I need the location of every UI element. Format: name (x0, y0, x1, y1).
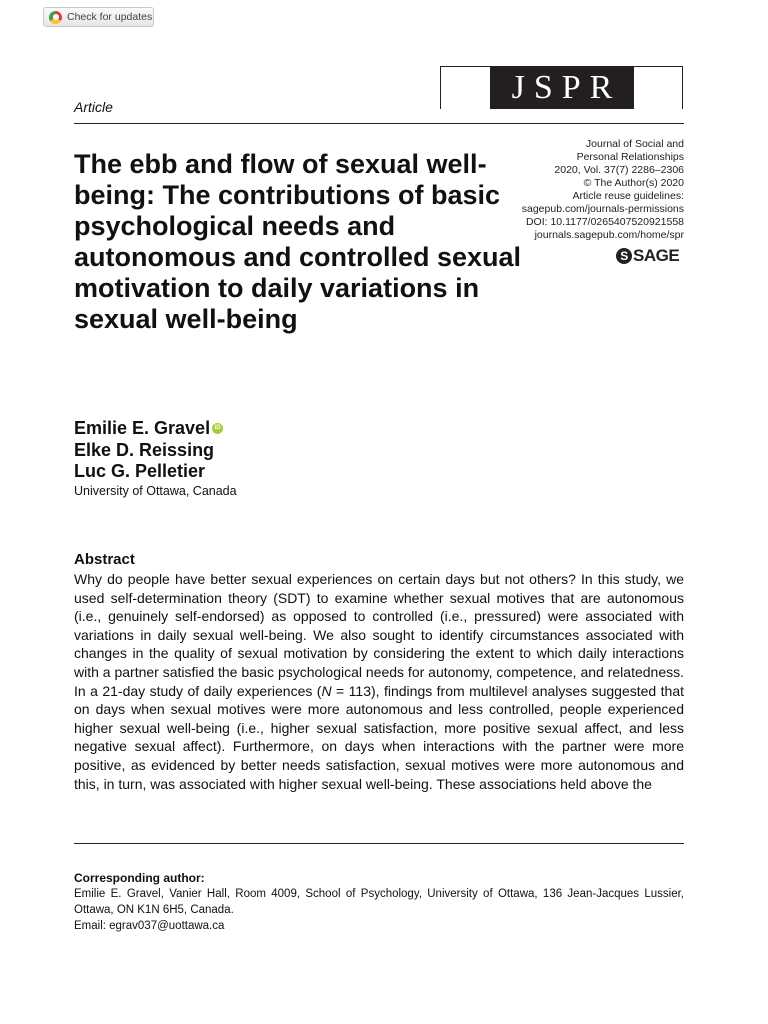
journal-info-line: Journal of Social and (585, 138, 684, 150)
article-title: The ebb and flow of sexual well-being: The contributions of basic psychological needs and autonomous and controlled sexual motivation to daily variations in sexual well-being (74, 149, 522, 334)
author-list (74, 418, 237, 498)
publisher-logo (616, 246, 679, 266)
author-name: Luc G. Pelletier (74, 461, 206, 481)
journal-info-line: Personal Relationships (576, 151, 684, 163)
publisher-name: SAGE (633, 246, 680, 265)
journal-info-line: Article reuse guidelines: (572, 190, 684, 202)
author-name (74, 418, 237, 440)
author-name-text: Emilie E. Gravel (74, 418, 211, 438)
abstract-text (74, 570, 684, 793)
abstract-n-symbol: N (321, 682, 332, 699)
author-affiliation: University of Ottawa, Canada (74, 483, 237, 498)
footer-divider (74, 843, 684, 844)
author-name: Elke D. Reissing (74, 439, 215, 460)
crossmark-icon (49, 11, 62, 24)
header-divider (74, 123, 684, 124)
abstract-text-part: = 113), findings from multilevel analyses suggested that on days when sexual motives were more autonomous and less controlled, people experienced higher sexual well-being (i.e., higher sexual satisfaction, more positive sexual affect, and less negative sexual affect). Furthermore, on days when interactions with the partner were more positive, as evidenced by better needs satisfaction, sexual motives were more autonomous and this, in turn, was associated with higher sexual well-being. These associations held above the (74, 682, 685, 792)
check-for-updates-button[interactable] (43, 7, 154, 27)
corresponding-author-block (74, 870, 684, 934)
corresponding-author-heading: Corresponding author: (74, 871, 205, 885)
journal-info-line: © The Author(s) 2020 (583, 177, 684, 189)
abstract-text-part: Why do people have better sexual experiences on certain days but not others? In this study, we used self-determination theory (SDT) to examine whether sexual motives that are autonomous (i.e., genuinely self-endorsed) as opposed to controlled (i.e., pressured) were associated with variations in daily sexual well-being. We also sought to identify circumstances associated with changes in the quality of sexual motivation by considering the extent to which daily interactions with a partner satisfied the basic psychological needs for autonomy, competence, and relatedness. In a 21-day study of daily experiences ( (74, 571, 684, 699)
journal-info-line: 2020, Vol. 37(7) 2286–2306 (554, 164, 684, 176)
corresponding-author-address: Emilie E. Gravel, Vanier Hall, Room 4009, School of Psychology, University of Ottawa, 136 Jean-Jacques Lussier, Ottawa, ON K1N 6H5, Canada. (74, 888, 684, 916)
doi-link[interactable]: DOI: 10.1177/0265407520921558 (525, 216, 684, 228)
sage-s-icon: S (616, 248, 632, 264)
journal-logo: JSPR (490, 66, 634, 109)
journal-home-link[interactable]: journals.sagepub.com/home/spr (534, 229, 684, 241)
abstract-heading: Abstract (74, 551, 135, 568)
article-type-label: Article (74, 99, 113, 115)
permissions-link[interactable]: sagepub.com/journals-permissions (521, 203, 684, 215)
corresponding-author-email[interactable]: Email: egrav037@uottawa.ca (74, 920, 225, 932)
orcid-icon[interactable]: iD (212, 423, 223, 434)
check-for-updates-label: Check for updates (67, 11, 153, 23)
